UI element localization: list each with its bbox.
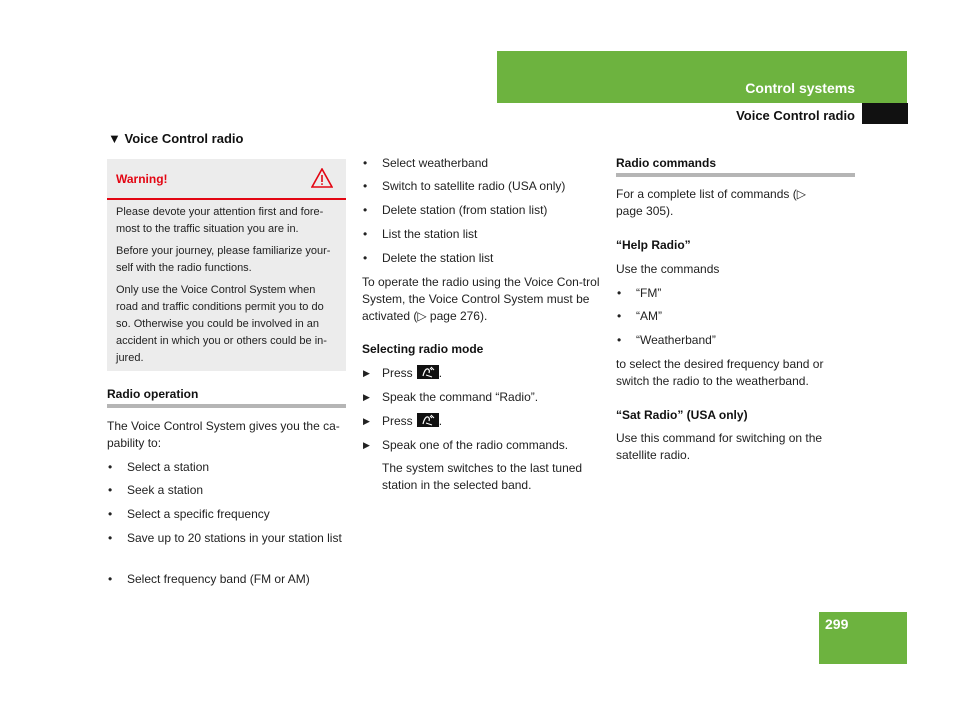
warning-triangle-icon [311, 168, 333, 191]
list-item: • Select frequency band (FM or AM) [107, 571, 366, 588]
activation-note: To operate the radio using the Voice Con-trol System, the Voice Control System must be activated (▷ page 276). [362, 275, 600, 323]
warning-paragraph: Only use the Voice Control System when road and traffic conditions permit you to do so. Otherwise you could be involved in an accident in which you or others could be in-jured. [116, 284, 327, 364]
instruction-step: ▶ Speak the command “Radio”. [362, 389, 622, 406]
help-radio-lead: Use the commands [616, 262, 720, 276]
page-title-text: Voice Control radio [124, 131, 244, 146]
list-item: • Seek a station [107, 482, 366, 499]
list-item: • Save up to 20 stations in your station list [107, 530, 366, 547]
section-marker [862, 103, 908, 124]
heading-rule [107, 404, 346, 408]
chapter-title: Control systems [745, 80, 855, 96]
selecting-mode-heading: Selecting radio mode [362, 342, 484, 356]
step-result: The system switches to the last tuned station in the selected band. [382, 461, 583, 492]
sat-radio-text: Use this command for switching on the satellite radio. [616, 431, 823, 462]
list-item: • “AM” [616, 308, 876, 325]
radio-operation-intro: The Voice Control System gives you the ca-pability to: [107, 419, 340, 450]
warning-paragraph: Before your journey, please familiarize your-self with the radio functions. [116, 245, 331, 274]
list-item: • “FM” [616, 285, 876, 302]
instruction-step: ▶ Speak one of the radio commands. [362, 437, 622, 454]
step-text: Press [382, 414, 413, 428]
list-item: • Delete station (from station list) [362, 202, 622, 219]
list-item: • Select a specific frequency [107, 506, 366, 523]
commands-intro: For a complete list of commands (▷ page 305). [616, 187, 806, 218]
list-item: • Switch to satellite radio (USA only) [362, 178, 622, 195]
help-radio-heading: “Help Radio” [616, 238, 691, 252]
section-header: Voice Control radio [736, 108, 855, 123]
talk-button-icon [417, 365, 439, 379]
talk-button-icon [417, 413, 439, 427]
page-number: 299 [825, 616, 849, 632]
step-text: Press [382, 366, 413, 380]
list-item: • “Weatherband” [616, 332, 876, 349]
warning-body [107, 200, 346, 367]
radio-commands-heading: Radio commands [616, 156, 717, 170]
heading-rule [616, 173, 855, 177]
help-radio-tail: to select the desired frequency band or switch the radio to the weatherband. [616, 357, 824, 388]
triangle-down-icon: ▼ [108, 131, 121, 146]
warning-box [107, 159, 346, 371]
radio-operation-heading: Radio operation [107, 387, 199, 401]
warning-label: Warning! [116, 172, 168, 186]
page-number-box [819, 612, 907, 664]
list-item: • Select a station [107, 459, 366, 476]
list-item: • List the station list [362, 226, 622, 243]
sat-radio-heading: “Sat Radio” (USA only) [616, 408, 748, 422]
warning-header [107, 159, 346, 200]
instruction-step: ▶ Press . [362, 413, 622, 430]
page-title [108, 131, 243, 146]
list-item: • Delete the station list [362, 250, 622, 267]
list-item: • Select weatherband [362, 155, 622, 172]
instruction-step: ▶ Press . [362, 365, 622, 382]
warning-paragraph: Please devote your attention first and fore-most to the traffic situation you are in. [116, 206, 324, 235]
chapter-header-band [497, 51, 907, 103]
